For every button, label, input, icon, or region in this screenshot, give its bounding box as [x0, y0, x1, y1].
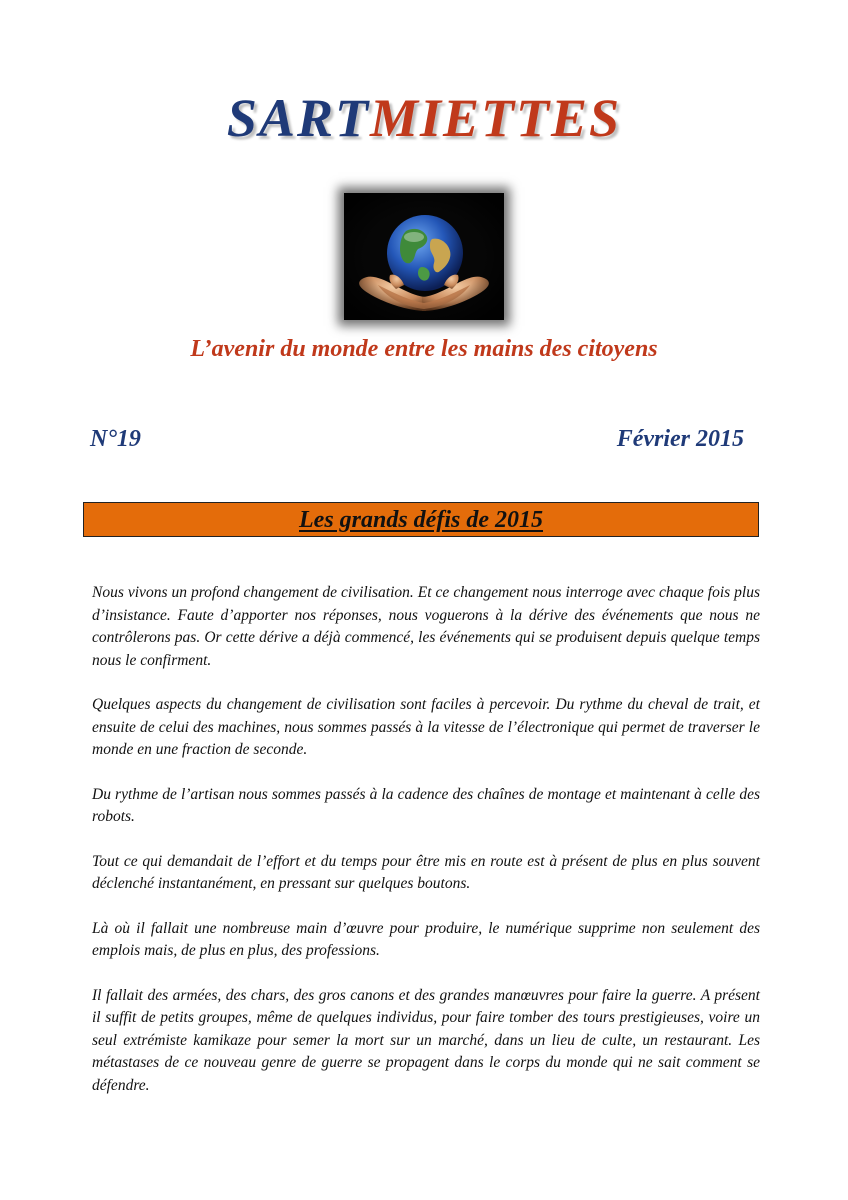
newsletter-masthead	[0, 86, 848, 150]
article-paragraph: Nous vivons un profond changement de civilisation. Et ce changement nous interroge avec chaque fois plus d’insistance. Faute d’apporter nos réponses, nous voguerons à la dérive des événements que nous ne contrôlerons pas. Or cette dérive a déjà commencé, les événements qui se produisent depuis quelque temps nous le confirment.	[92, 584, 760, 669]
issue-number: N°19	[90, 426, 141, 452]
globe-in-hands-icon	[344, 193, 504, 320]
article-body	[92, 582, 760, 1119]
article-paragraph: Tout ce qui demandait de l’effort et du temps pour être mis en route est à présent de plus en plus souvent déclenché instantanément, en pressant sur quelques boutons.	[92, 852, 760, 892]
tagline: L’avenir du monde entre les mains des citoyens	[190, 336, 658, 362]
section-title: Les grands défis de 2015	[299, 507, 543, 533]
masthead-part-b: MIETTES	[369, 88, 622, 148]
article-paragraph: Il fallait des armées, des chars, des gros canons et des grandes manœuvres pour faire la guerre. A présent il suffit de petits groupes, même de quelques individus, pour faire tomber des tours prestigieuses, voire un seul extrémiste kamikaze pour semer la mort sur un marché, dans un lieu de culte, un restaurant. Les métastases de ce nouveau genre de guerre se propagent dans le corps du monde qui ne sait comment se défendre.	[92, 986, 760, 1094]
issue-date: Février 2015	[616, 426, 744, 452]
globe-in-hands-illustration	[344, 193, 504, 320]
article-paragraph: Quelques aspects du changement de civilisation sont faciles à percevoir. Du rythme du cheval de trait, et ensuite de celui des machines, nous sommes passés à la vitesse de l’électronique qui permet de traverser le monde en une fraction de seconde.	[92, 696, 760, 758]
article-paragraph: Du rythme de l’artisan nous sommes passés à la cadence des chaînes de montage et maintenant à celle des robots.	[92, 785, 760, 825]
section-banner	[83, 502, 759, 537]
article-paragraph: Là où il fallait une nombreuse main d’œuvre pour produire, le numérique supprime non seulement des emplois mais, de plus en plus, des professions.	[92, 919, 760, 959]
masthead-part-a: SART	[226, 88, 370, 148]
